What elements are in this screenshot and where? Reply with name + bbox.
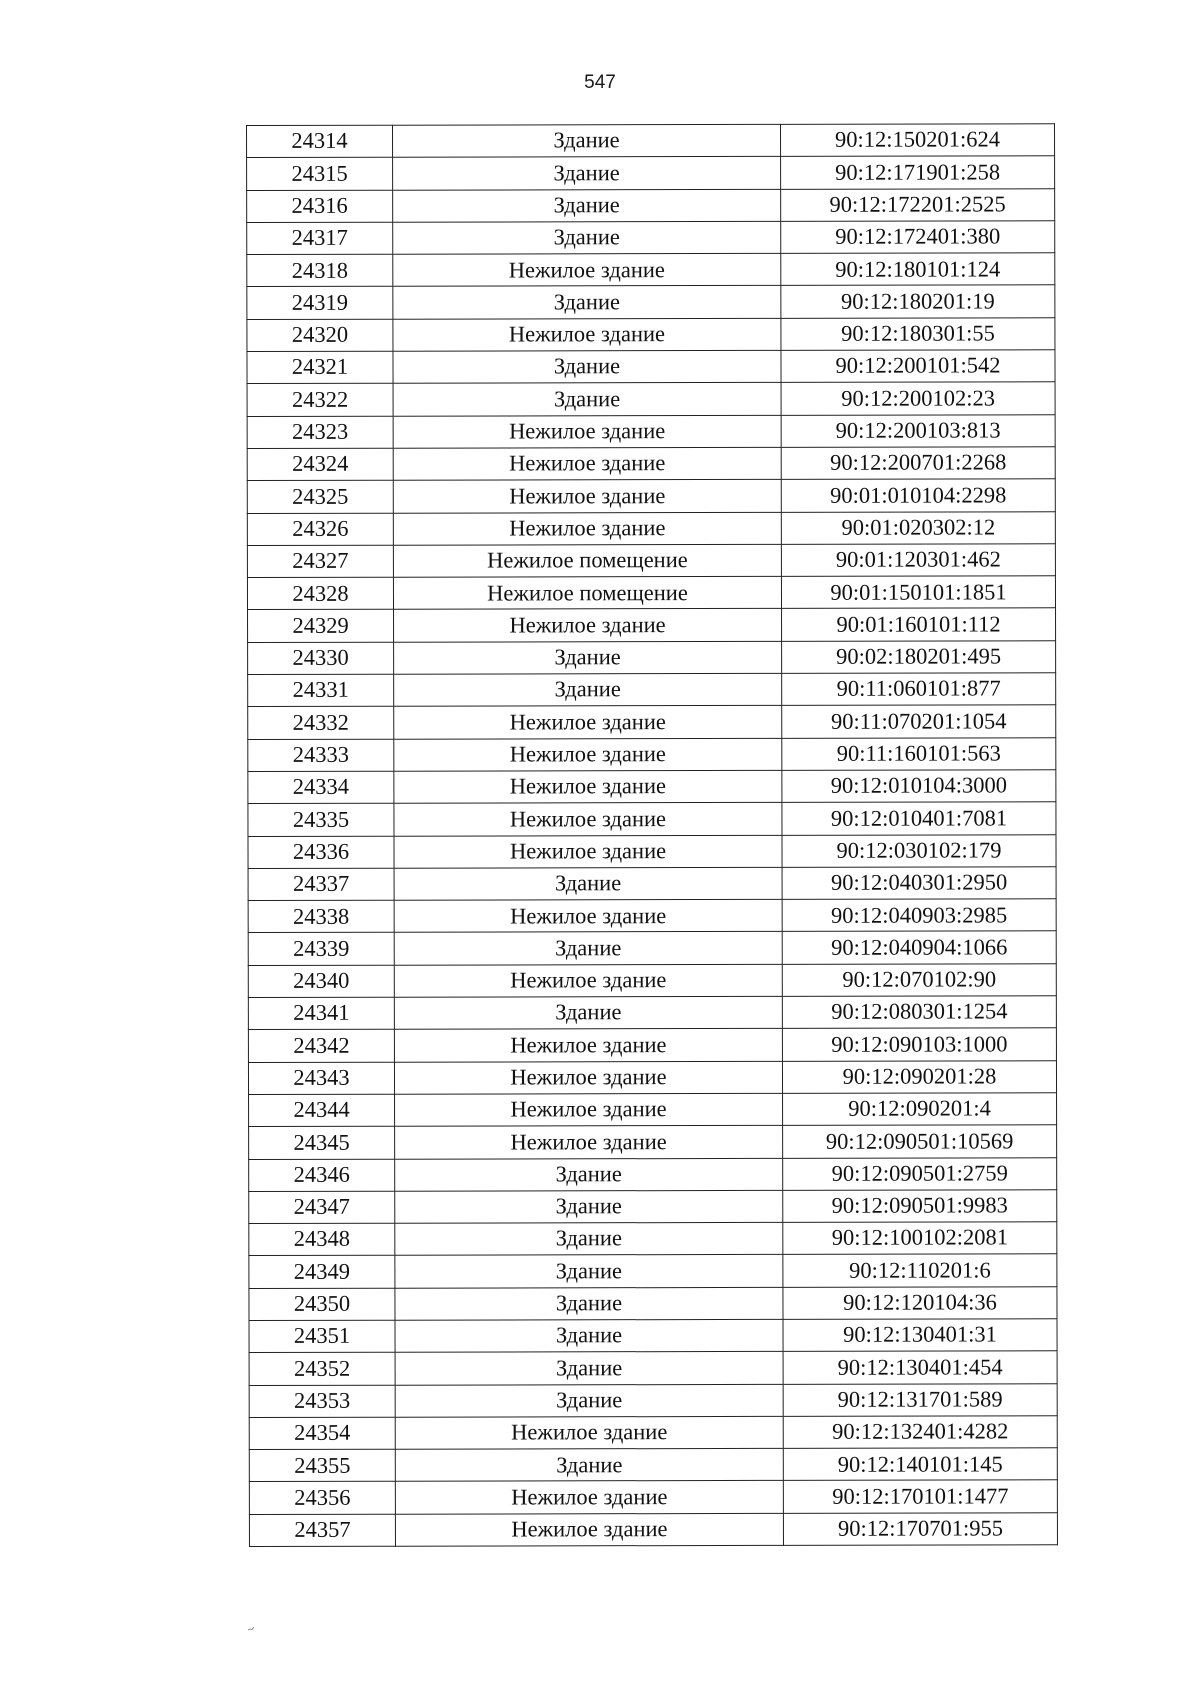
table-row xyxy=(249,1254,1057,1288)
cadastral-number-cell: 90:12:140101:145 xyxy=(783,1448,1057,1481)
table-row xyxy=(249,1383,1057,1417)
object-type-cell: Здание xyxy=(393,383,781,416)
row-number-cell: 24354 xyxy=(249,1417,395,1450)
cadastral-number-cell: 90:12:090501:9983 xyxy=(783,1190,1057,1223)
row-number-cell: 24328 xyxy=(247,577,393,610)
registry-table xyxy=(246,123,1058,1547)
table-row xyxy=(247,414,1055,448)
object-type-cell: Нежилое здание xyxy=(393,447,781,480)
object-type-cell: Здание xyxy=(395,1449,783,1482)
cadastral-number-cell: 90:12:040903:2985 xyxy=(782,899,1056,932)
object-type-cell: Здание xyxy=(393,157,781,190)
row-number-cell: 24325 xyxy=(247,480,393,513)
table-row xyxy=(247,447,1055,481)
row-number-cell: 24318 xyxy=(247,254,393,287)
object-type-cell: Нежилое здание xyxy=(394,738,782,771)
table-row xyxy=(247,479,1055,513)
table-row xyxy=(248,641,1056,675)
table-row xyxy=(249,1416,1057,1450)
row-number-cell: 24341 xyxy=(248,997,394,1030)
cadastral-number-cell: 90:12:090201:4 xyxy=(783,1093,1057,1126)
row-number-cell: 24339 xyxy=(248,933,394,966)
cadastral-number-cell: 90:11:060101:877 xyxy=(782,673,1056,706)
row-number-cell: 24345 xyxy=(249,1126,395,1159)
table-row xyxy=(247,124,1055,158)
table-row xyxy=(248,608,1056,642)
object-type-cell: Здание xyxy=(395,1158,783,1191)
object-type-cell: Нежилое здание xyxy=(394,835,782,868)
object-type-cell: Здание xyxy=(394,932,782,965)
table-row xyxy=(248,673,1056,707)
table-row xyxy=(248,996,1056,1030)
object-type-cell: Здание xyxy=(395,1222,783,1255)
row-number-cell: 24331 xyxy=(248,674,394,707)
cadastral-number-cell: 90:12:040301:2950 xyxy=(782,867,1056,900)
row-number-cell: 24336 xyxy=(248,836,394,869)
table-row xyxy=(249,1513,1057,1547)
table-row xyxy=(247,318,1055,352)
row-number-cell: 24337 xyxy=(248,868,394,901)
object-type-cell: Нежилое здание xyxy=(395,1513,783,1546)
table-row xyxy=(248,705,1056,739)
cadastral-number-cell: 90:12:200101:542 xyxy=(781,350,1055,383)
object-type-cell: Здание xyxy=(393,221,781,254)
object-type-cell: Нежилое здание xyxy=(393,512,781,545)
object-type-cell: Здание xyxy=(394,867,782,900)
row-number-cell: 24322 xyxy=(247,384,393,417)
row-number-cell: 24353 xyxy=(249,1385,395,1418)
table-row xyxy=(247,576,1055,610)
cadastral-number-cell: 90:11:070201:1054 xyxy=(782,705,1056,738)
row-number-cell: 24348 xyxy=(249,1223,395,1256)
scan-artifact-mark xyxy=(248,1627,254,1631)
table-row xyxy=(247,544,1055,578)
cadastral-number-cell: 90:12:090201:28 xyxy=(782,1060,1056,1093)
table-row xyxy=(247,511,1055,545)
row-number-cell: 24321 xyxy=(247,351,393,384)
table-row xyxy=(248,802,1056,836)
row-number-cell: 24329 xyxy=(248,610,394,643)
table-row xyxy=(247,156,1055,190)
object-type-cell: Нежилое здание xyxy=(394,706,782,739)
table-row xyxy=(247,221,1055,255)
row-number-cell: 24327 xyxy=(247,545,393,578)
cadastral-number-cell: 90:12:040904:1066 xyxy=(782,931,1056,964)
table-row xyxy=(248,1028,1056,1062)
cadastral-number-cell: 90:12:150201:624 xyxy=(780,124,1054,157)
table-row xyxy=(249,1222,1057,1256)
cadastral-number-cell: 90:12:180301:55 xyxy=(781,318,1055,351)
cadastral-number-cell: 90:12:030102:179 xyxy=(782,834,1056,867)
object-type-cell: Нежилое здание xyxy=(394,609,782,642)
table-row xyxy=(247,253,1055,287)
object-type-cell: Нежилое здание xyxy=(394,900,782,933)
object-type-cell: Здание xyxy=(393,350,781,383)
row-number-cell: 24350 xyxy=(249,1288,395,1321)
table-row xyxy=(249,1093,1057,1127)
row-number-cell: 24334 xyxy=(248,771,394,804)
object-type-cell: Нежилое здание xyxy=(395,1416,783,1449)
cadastral-number-cell: 90:12:200103:813 xyxy=(781,414,1055,447)
row-number-cell: 24342 xyxy=(248,1030,394,1063)
cadastral-number-cell: 90:12:120104:36 xyxy=(783,1286,1057,1319)
table-row xyxy=(249,1286,1057,1320)
table-row xyxy=(248,964,1056,998)
table-row xyxy=(248,899,1056,933)
cadastral-number-cell: 90:01:020302:12 xyxy=(781,511,1055,544)
cadastral-number-cell: 90:12:180101:124 xyxy=(781,253,1055,286)
row-number-cell: 24338 xyxy=(248,900,394,933)
cadastral-number-cell: 90:12:090103:1000 xyxy=(782,1028,1056,1061)
row-number-cell: 24323 xyxy=(247,416,393,449)
row-number-cell: 24315 xyxy=(247,157,393,190)
cadastral-number-cell: 90:12:130401:454 xyxy=(783,1351,1057,1384)
object-type-cell: Нежилое помещение xyxy=(393,544,781,577)
cadastral-number-cell: 90:01:010104:2298 xyxy=(781,479,1055,512)
object-type-cell: Здание xyxy=(395,1190,783,1223)
object-type-cell: Здание xyxy=(395,1352,783,1385)
object-type-cell: Нежилое здание xyxy=(393,415,781,448)
table-row xyxy=(249,1480,1057,1514)
cadastral-number-cell: 90:12:172401:380 xyxy=(781,221,1055,254)
page-number: 547 xyxy=(584,72,616,93)
object-type-cell: Нежилое здание xyxy=(395,1093,783,1126)
row-number-cell: 24356 xyxy=(249,1482,395,1515)
table-row xyxy=(248,737,1056,771)
row-number-cell: 24335 xyxy=(248,803,394,836)
row-number-cell: 24333 xyxy=(248,739,394,772)
object-type-cell: Нежилое здание xyxy=(395,1481,783,1514)
object-type-cell: Нежилое здание xyxy=(393,318,781,351)
row-number-cell: 24352 xyxy=(249,1352,395,1385)
object-type-cell: Нежилое здание xyxy=(394,803,782,836)
cadastral-number-cell: 90:12:130401:31 xyxy=(783,1319,1057,1352)
object-type-cell: Нежилое здание xyxy=(394,964,782,997)
table-row xyxy=(247,350,1055,384)
cadastral-number-cell: 90:12:170101:1477 xyxy=(783,1480,1057,1513)
cadastral-number-cell: 90:12:070102:90 xyxy=(782,964,1056,997)
object-type-cell: Здание xyxy=(394,673,782,706)
object-type-cell: Здание xyxy=(395,1384,783,1417)
cadastral-number-cell: 90:12:171901:258 xyxy=(781,156,1055,189)
row-number-cell: 24330 xyxy=(248,642,394,675)
table-row xyxy=(249,1125,1057,1159)
object-type-cell: Здание xyxy=(394,641,782,674)
cadastral-number-cell: 90:12:110201:6 xyxy=(783,1254,1057,1287)
row-number-cell: 24317 xyxy=(247,222,393,255)
row-number-cell: 24346 xyxy=(249,1159,395,1192)
cadastral-number-cell: 90:12:131701:589 xyxy=(783,1383,1057,1416)
table-row xyxy=(249,1190,1057,1224)
object-type-cell: Нежилое здание xyxy=(393,480,781,513)
table-row xyxy=(249,1351,1057,1385)
row-number-cell: 24319 xyxy=(247,287,393,320)
object-type-cell: Нежилое здание xyxy=(395,1126,783,1159)
table-row xyxy=(248,1060,1056,1094)
cadastral-number-cell: 90:12:010401:7081 xyxy=(782,802,1056,835)
table-row xyxy=(248,867,1056,901)
row-number-cell: 24326 xyxy=(247,513,393,546)
cadastral-number-cell: 90:12:010104:3000 xyxy=(782,770,1056,803)
table-row xyxy=(249,1319,1057,1353)
row-number-cell: 24351 xyxy=(249,1320,395,1353)
object-type-cell: Здание xyxy=(393,286,781,319)
table-row xyxy=(247,188,1055,222)
object-type-cell: Нежилое здание xyxy=(394,1029,782,1062)
cadastral-number-cell: 90:01:150101:1851 xyxy=(781,576,1055,609)
row-number-cell: 24324 xyxy=(247,448,393,481)
cadastral-number-cell: 90:01:160101:112 xyxy=(782,608,1056,641)
object-type-cell: Нежилое здание xyxy=(393,254,781,287)
cadastral-number-cell: 90:12:172201:2525 xyxy=(781,188,1055,221)
cadastral-number-cell: 90:01:120301:462 xyxy=(781,544,1055,577)
object-type-cell: Здание xyxy=(395,1255,783,1288)
object-type-cell: Здание xyxy=(393,189,781,222)
object-type-cell: Здание xyxy=(393,124,781,157)
cadastral-number-cell: 90:12:170701:955 xyxy=(783,1513,1057,1546)
object-type-cell: Нежилое здание xyxy=(394,1061,782,1094)
object-type-cell: Здание xyxy=(395,1319,783,1352)
row-number-cell: 24332 xyxy=(248,707,394,740)
row-number-cell: 24344 xyxy=(249,1094,395,1127)
table-row xyxy=(247,382,1055,416)
object-type-cell: Здание xyxy=(395,1287,783,1320)
cadastral-number-cell: 90:12:090501:10569 xyxy=(783,1125,1057,1158)
row-number-cell: 24340 xyxy=(248,965,394,998)
cadastral-number-cell: 90:12:132401:4282 xyxy=(783,1416,1057,1449)
row-number-cell: 24343 xyxy=(248,1062,394,1095)
registry-table-body xyxy=(247,124,1058,1547)
table-row xyxy=(249,1157,1057,1191)
row-number-cell: 24355 xyxy=(249,1449,395,1482)
table-row xyxy=(249,1448,1057,1482)
cadastral-number-cell: 90:12:200701:2268 xyxy=(781,447,1055,480)
cadastral-number-cell: 90:02:180201:495 xyxy=(782,641,1056,674)
table-row xyxy=(248,770,1056,804)
cadastral-number-cell: 90:11:160101:563 xyxy=(782,737,1056,770)
cadastral-number-cell: 90:12:180201:19 xyxy=(781,285,1055,318)
cadastral-number-cell: 90:12:090501:2759 xyxy=(783,1157,1057,1190)
cadastral-number-cell: 90:12:200102:23 xyxy=(781,382,1055,415)
row-number-cell: 24314 xyxy=(247,125,393,158)
row-number-cell: 24320 xyxy=(247,319,393,352)
object-type-cell: Нежилое помещение xyxy=(393,577,781,610)
table-row xyxy=(248,931,1056,965)
table-row xyxy=(248,834,1056,868)
row-number-cell: 24347 xyxy=(249,1191,395,1224)
row-number-cell: 24357 xyxy=(249,1514,395,1547)
row-number-cell: 24349 xyxy=(249,1256,395,1289)
cadastral-number-cell: 90:12:080301:1254 xyxy=(782,996,1056,1029)
row-number-cell: 24316 xyxy=(247,190,393,223)
object-type-cell: Нежилое здание xyxy=(394,770,782,803)
table-row xyxy=(247,285,1055,319)
cadastral-number-cell: 90:12:100102:2081 xyxy=(783,1222,1057,1255)
object-type-cell: Здание xyxy=(394,996,782,1029)
